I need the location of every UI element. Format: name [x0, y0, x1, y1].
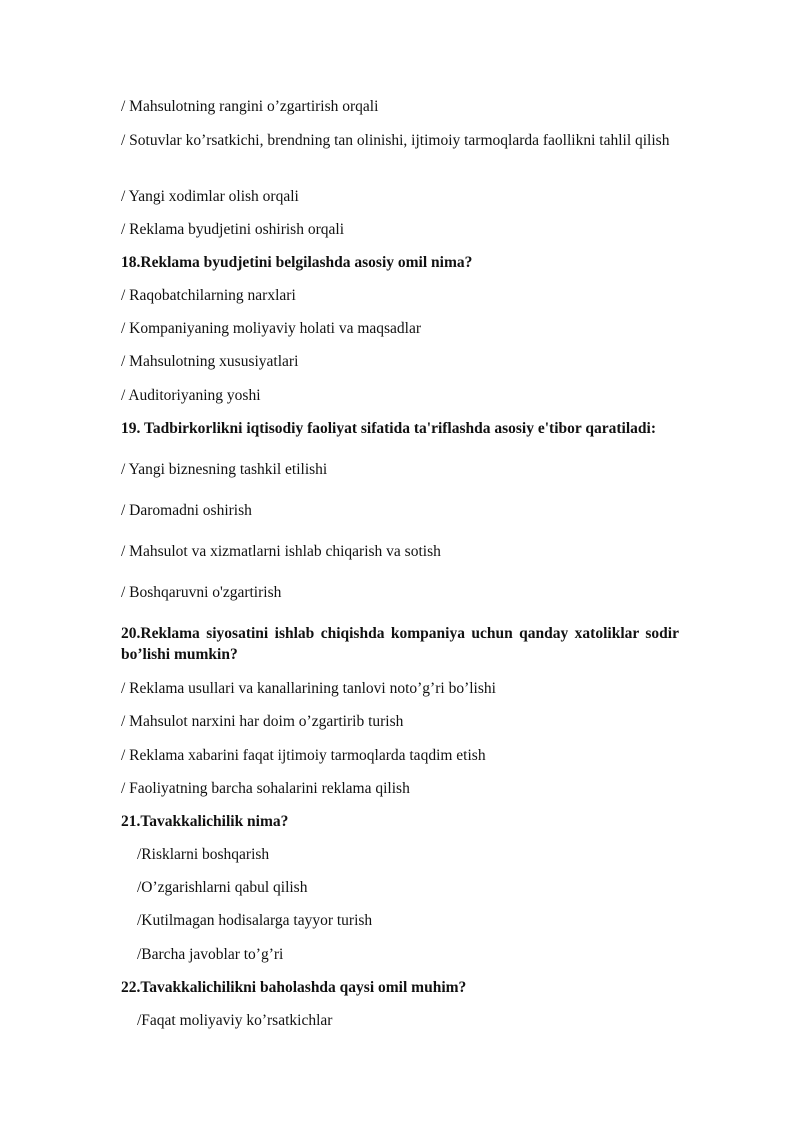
answer-option: / Kompaniyaning moliyaviy holati va maqsadlar — [121, 320, 422, 337]
answer-option: / Boshqaruvni o'zgartirish — [121, 584, 282, 601]
answer-option: /Faqat moliyaviy ko’rsatkichlar — [137, 1012, 333, 1029]
answer-option: / Raqobatchilarning narxlari — [121, 287, 296, 304]
answer-option: / Sotuvlar ko’rsatkichi, brendning tan olinishi, ijtimoiy tarmoqlarda faollikni tahlil qilish — [121, 132, 670, 149]
answer-option: / Auditoriyaning yoshi — [121, 387, 261, 404]
question-18: 18.Reklama byudjetini belgilashda asosiy omil nima? — [121, 254, 473, 271]
answer-option: / Daromadni oshirish — [121, 502, 252, 519]
question-22: 22.Tavakkalichilikni baholashda qaysi omil muhim? — [121, 979, 467, 996]
answer-option: / Reklama byudjetini oshirish orqali — [121, 221, 344, 238]
answer-option: / Mahsulotning xususiyatlari — [121, 353, 299, 370]
answer-option: / Mahsulot narxini har doim o’zgartirib turish — [121, 713, 404, 730]
question-20: 20.Reklama siyosatini ishlab chiqishda kompaniya uchun qanday xatoliklar sodir bo’lishi mumkin? — [121, 625, 679, 663]
answer-option: / Mahsulot va xizmatlarni ishlab chiqarish va sotish — [121, 543, 441, 560]
answer-option: / Yangi xodimlar olish orqali — [121, 188, 299, 205]
answer-option: / Faoliyatning barcha sohalarini reklama qilish — [121, 780, 410, 797]
answer-option: / Reklama xabarini faqat ijtimoiy tarmoqlarda taqdim etish — [121, 747, 486, 764]
question-21: 21.Tavakkalichilik nima? — [121, 813, 289, 830]
answer-option: /Risklarni boshqarish — [137, 846, 270, 863]
answer-option: / Yangi biznesning tashkil etilishi — [121, 461, 328, 478]
answer-option: / Mahsulotning rangini o’zgartirish orqali — [121, 98, 379, 115]
answer-option: /Kutilmagan hodisalarga tayyor turish — [137, 912, 373, 929]
answer-option: / Reklama usullari va kanallarining tanlovi noto’g’ri bo’lishi — [121, 680, 496, 697]
answer-option: /O’zgarishlarni qabul qilish — [137, 879, 308, 896]
question-19: 19. Tadbirkorlikni iqtisodiy faoliyat sifatida ta'riflashda asosiy e'tibor qaratiladi: — [121, 420, 656, 437]
answer-option: /Barcha javoblar to’g’ri — [137, 946, 284, 963]
